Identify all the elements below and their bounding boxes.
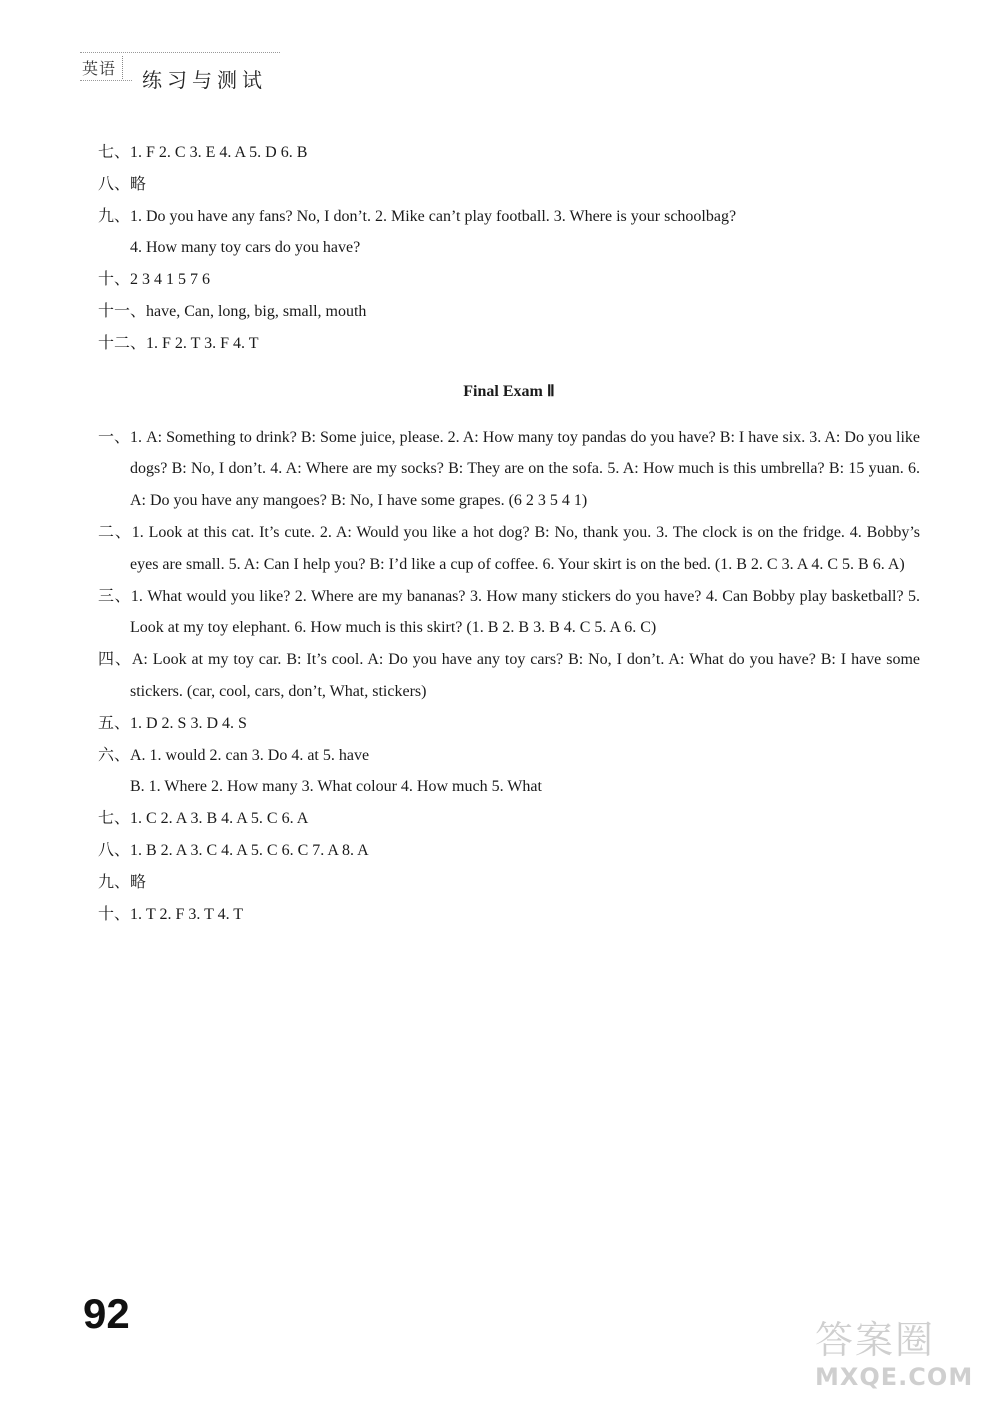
watermark-text: 答案圈	[815, 1318, 936, 1362]
watermark-logo	[815, 1318, 990, 1398]
answer-9-cont: 4. How many toy cars do you have?	[130, 239, 361, 257]
section-title: Final Exam Ⅱ	[463, 382, 555, 400]
answer-11: 十一、have, Can, long, big, small, mouth	[98, 302, 367, 320]
watermark-url: MXQE.COM	[815, 1363, 974, 1391]
final-answer-10: 十、1. T 2. F 3. T 4. T	[98, 905, 244, 923]
final-answer-6b: B. 1. Where 2. How many 3. What colour 4. How much 5. What	[130, 778, 542, 796]
answer-12: 十二、1. F 2. T 3. F 4. T	[98, 334, 259, 352]
final-answer-9: 九、略	[98, 873, 147, 891]
final-answer-4: 四、A: Look at my toy car. B: It’s cool. A: Do you have any toy cars? B: No, I don’t. A: What do you have? B: I have some stickers. (car, cool, cars, don’t, What, stickers)	[98, 651, 920, 700]
book-title: 练习与测试	[142, 68, 267, 92]
header-rule-short	[80, 80, 132, 81]
header-rule	[80, 52, 280, 53]
page-number: 92	[83, 1290, 130, 1337]
page-header	[80, 52, 280, 92]
answer-7: 七、1. F 2. C 3. E 4. A 5. D 6. B	[98, 144, 308, 161]
answer-8: 八、略	[98, 175, 147, 193]
final-answer-7: 七、1. C 2. A 3. B 4. A 5. C 6. A	[98, 810, 309, 828]
answer-10: 十、2 3 4 1 5 7 6	[98, 271, 211, 289]
final-answer-1: 一、1. A: Something to drink? B: Some juice, please. 2. A: How many toy pandas do you have? B: I have six. 3. A: Do you like dogs? B: No, I don’t. 4. A: Where are my socks? B: They are on the sofa. 5. A: How much is this umbrella? B: 15 yuan. 6. A: Do you have any mangoes? B: No, I have some grapes. (6 2 3 5 4 1)	[98, 428, 920, 510]
final-answer-3: 三、1. What would you like? 2. Where are my bananas? 3. How many stickers do you have? 4. Can Bobby play basketball? 5. Look at my toy elephant. 6. How much is this skirt? (1. B 2. B 3. B 4. C 5. A 6. C)	[98, 587, 920, 637]
answer-9: 九、1. Do you have any fans? No, I don’t. 2. Mike can’t play football. 3. Where is your schoolbag?	[98, 207, 737, 225]
answer-content	[98, 137, 920, 930]
final-answer-2: 二、1. Look at this cat. It’s cute. 2. A: Would you like a hot dog? B: No, thank you. 3. The clock is on the fridge. 4. Bobby’s eyes are small. 5. A: Can I help you? B: I’d like a cup of coffee. 6. Your skirt is on the bed. (1. B 2. C 3. A 4. C 5. B 6. A)	[98, 523, 920, 573]
subject-label: 英语	[82, 56, 123, 79]
final-answer-6a: 六、A. 1. would 2. can 3. Do 4. at 5. have	[98, 746, 370, 764]
final-answer-8: 八、1. B 2. A 3. C 4. A 5. C 6. C 7. A 8. A	[98, 841, 369, 859]
final-answer-5: 五、1. D 2. S 3. D 4. S	[98, 714, 247, 732]
